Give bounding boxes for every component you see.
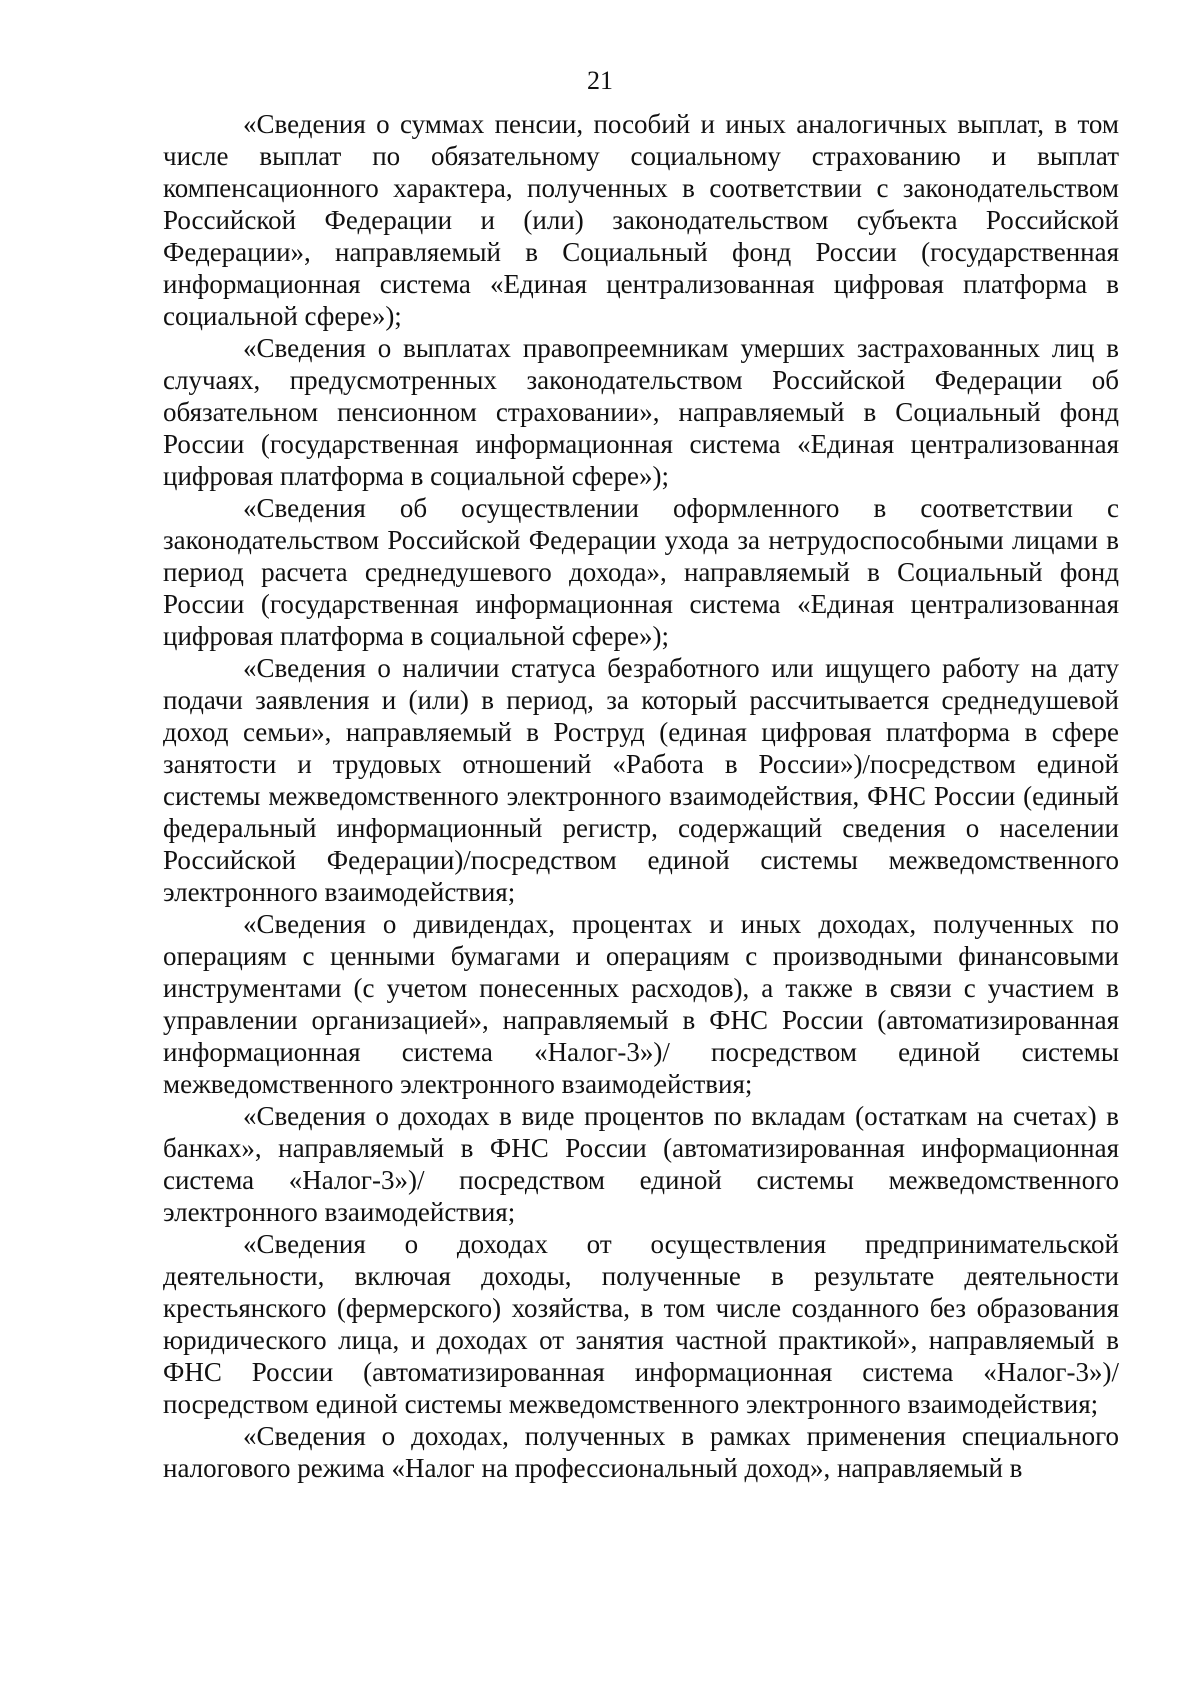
paragraph-deposit-interest: «Сведения о доходах в виде процентов по вкладам (остаткам на счетах) в банках», направляемый в ФНС России (автоматизированная информационная система «Налог-3»)/ посредством единой системы межведомственного электронного взаимодействия; <box>163 1101 1119 1227</box>
paragraph-successor-payments: «Сведения о выплатах правопреемникам умерших застрахованных лиц в случаях, предусмотренных законодательством Российской Федерации об обязательном пенсионном страховании», направляемый в Социальный фонд России (государственная информационная система «Единая централизованная цифровая платформа в социальной сфере»); <box>163 333 1119 491</box>
document-body <box>163 108 1119 1484</box>
paragraph-dividends: «Сведения о дивидендах, процентах и иных доходах, полученных по операциям с ценными бумагами и операциям с производными финансовыми инструментами (с учетом понесенных расходов), а также в связи с участием в управлении организацией», направляемый в ФНС России (автоматизированная информационная система «Налог-3»)/ посредством единой системы межведомственного электронного взаимодействия; <box>163 909 1119 1099</box>
paragraph-care-for-disabled: «Сведения об осуществлении оформленного в соответствии с законодательством Российской Федерации ухода за нетрудоспособными лицами в период расчета среднедушевого дохода», направляемый в Социальный фонд России (государственная информационная система «Единая централизованная цифровая платформа в социальной сфере»); <box>163 493 1119 651</box>
paragraph-unemployment-status: «Сведения о наличии статуса безработного или ищущего работу на дату подачи заявления и (или) в период, за который рассчитывается среднедушевой доход семьи», направляемый в Роструд (единая цифровая платформа в сфере занятости и трудовых отношений «Работа в России»)/посредством единой системы межведомственного электронного взаимодействия, ФНС России (единый федеральный информационный регистр, содержащий сведения о населении Российской Федерации)/посредством единой системы межведомственного электронного взаимодействия; <box>163 653 1119 907</box>
paragraph-pension-benefits: «Сведения о суммах пенсии, пособий и иных аналогичных выплат, в том числе выплат по обязательному социальному страхованию и выплат компенсационного характера, полученных в соответствии с законодательством Российской Федерации и (или) законодательством субъекта Российской Федерации», направляемый в Социальный фонд России (государственная информационная система «Единая централизованная цифровая платформа в социальной сфере»); <box>163 109 1119 331</box>
paragraph-professional-income-tax: «Сведения о доходах, полученных в рамках применения специального налогового режима «Налог на профессиональный доход», направляемый в <box>163 1421 1119 1483</box>
page-number: 21 <box>587 66 613 95</box>
paragraph-business-income: «Сведения о доходах от осуществления предпринимательской деятельности, включая доходы, полученные в результате деятельности крестьянского (фермерского) хозяйства, в том числе созданного без образования юридического лица, и доходах от занятия частной практикой», направляемый в ФНС России (автоматизированная информационная система «Налог-3»)/ посредством единой системы межведомственного электронного взаимодействия; <box>163 1229 1119 1419</box>
